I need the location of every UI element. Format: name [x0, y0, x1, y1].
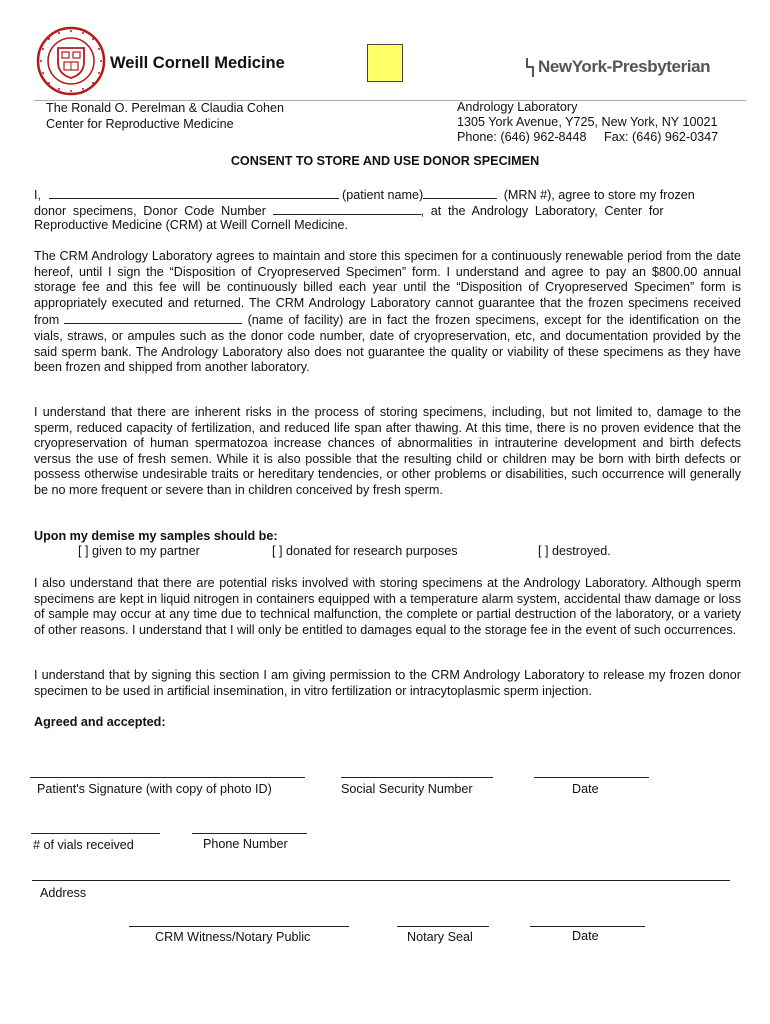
sticky-note — [367, 44, 403, 82]
patient-signature-label: Patient's Signature (with copy of photo ID) — [37, 782, 272, 796]
paragraph-permission: I understand that by signing this section I am giving permission to the CRM Andrology Laboratory to release my frozen donor specimen to be used in artificial insemination, in vitro fertilization or intracytoplasmic sperm injection. — [34, 668, 741, 698]
option-given-to-partner[interactable]: [ ] given to my partner — [78, 544, 200, 558]
para1-text-a: The CRM Andrology Laboratory agrees to maintain and store this specimen for a continuously renewable period from the date hereof, until I sign the “Disposition of Cryopreserved Specimen” form. I understand and agree to pay an $800.00 annual storage fee and this fee will be continuously billed each year until the “Disposition of Cryopreserved Specimen” form is appropriately executed and returned. The CRM Andrology Laboratory cannot guarantee that the frozen specimens received from — [34, 249, 741, 328]
address-label: Address — [40, 886, 87, 900]
demise-heading: Upon my demise my samples should be: — [34, 529, 278, 543]
donor-code-field[interactable] — [273, 202, 421, 215]
lab-address: 1305 York Avenue, Y725, New York, NY 10021 — [457, 115, 718, 129]
date-label-1: Date — [572, 782, 599, 796]
mrn-label: (MRN #), agree to store my frozen — [503, 188, 695, 202]
paragraph-inherent-risks: I understand that there are inherent risks in the process of storing specimens, including, but not limited to, damage to the sperm, reduced capacity of fertilization, and reduced life span after thawing. At this time, there is no proven evidence that the cryopreservation of human spermatozoa increase chances of abnormalities in intrauterine development and birth defects versus the use of fresh semen. While it is also possible that the resulting child or children may be born with birth defects or possess otherwise undesirable traits or hereditary tendencies, or other problems or disabilities, such occurrence will generally be no more frequent or severe than in children conceived by fresh sperm. — [34, 405, 741, 497]
institution-name: Weill Cornell Medicine — [110, 54, 285, 72]
document-title: CONSENT TO STORE AND USE DONOR SPECIMEN — [230, 154, 540, 168]
vials-line[interactable] — [31, 833, 160, 834]
patient-name-label: (patient name) — [342, 188, 424, 202]
mrn-field[interactable] — [423, 186, 497, 199]
center-name-line-1: The Ronald O. Perelman & Claudia Cohen — [46, 101, 285, 115]
vials-label: # of vials received — [33, 838, 134, 852]
agreed-heading: Agreed and accepted: — [34, 715, 166, 729]
center-name-line-2: Center for Reproductive Medicine — [46, 117, 234, 131]
para1-text-b: (name of facility) are in fact the frozen specimens, except for the identification on the vials, straws, or ampules such as the donor code number, date of cryopreservation, etc, and documentation provided by the said sperm bank. The Andrology Laboratory also does not guarantee the quality or viability of these specimens as they have been frozen and shipped from another laboratory. — [34, 313, 742, 375]
paragraph-storage-agreement — [34, 249, 741, 376]
intro-line-2 — [34, 202, 741, 220]
intro-line-1 — [34, 186, 741, 204]
phone-label: Phone Number — [203, 837, 288, 851]
lab-phone-fax: Phone: (646) 962-8448 Fax: (646) 962-0347 — [457, 130, 719, 144]
patient-name-field[interactable] — [49, 186, 339, 199]
phone-line[interactable] — [192, 833, 307, 834]
date-line-2[interactable] — [530, 926, 645, 927]
option-destroyed[interactable]: [ ] destroyed. — [538, 544, 611, 558]
date-label-2: Date — [572, 929, 599, 943]
ssn-label: Social Security Number — [341, 782, 473, 796]
intro-i: I, — [34, 188, 41, 202]
facility-name-field[interactable] — [64, 311, 242, 324]
paragraph-storage-risks: I also understand that there are potential risks involved with storing specimens at the Andrology Laboratory. Although sperm specimens are kept in liquid nitrogen in containers equipped with a temperature alarm system, accidental thaw damage or loss of sample may occur at any time due to technical malfunction, the complete or partial destruction of the laboratory, or a variety of other reasons. I understand that I will only be entitled to damages equal to the storage fee in the event of such occurrences. — [34, 576, 741, 637]
notary-seal-label: Notary Seal — [407, 930, 473, 944]
witness-line[interactable] — [129, 926, 349, 927]
nyp-logo-icon — [524, 56, 536, 78]
partner-name: NewYork-Presbyterian — [538, 57, 711, 76]
date-line-1[interactable] — [534, 777, 649, 778]
intro-line-2-end: , at the Andrology Laboratory, Center for — [420, 204, 664, 218]
patient-signature-line[interactable] — [30, 777, 305, 778]
witness-label: CRM Witness/Notary Public — [155, 930, 311, 944]
donor-code-label: donor specimens, Donor Code Number — [34, 204, 266, 218]
weill-cornell-seal-logo — [36, 26, 106, 96]
intro-line-3: Reproductive Medicine (CRM) at Weill Cornell Medicine. — [34, 218, 349, 232]
lab-name: Andrology Laboratory — [457, 100, 578, 114]
address-line[interactable] — [32, 880, 730, 881]
option-donated-research[interactable]: [ ] donated for research purposes — [272, 544, 458, 558]
ssn-line[interactable] — [341, 777, 493, 778]
notary-seal-line[interactable] — [397, 926, 489, 927]
